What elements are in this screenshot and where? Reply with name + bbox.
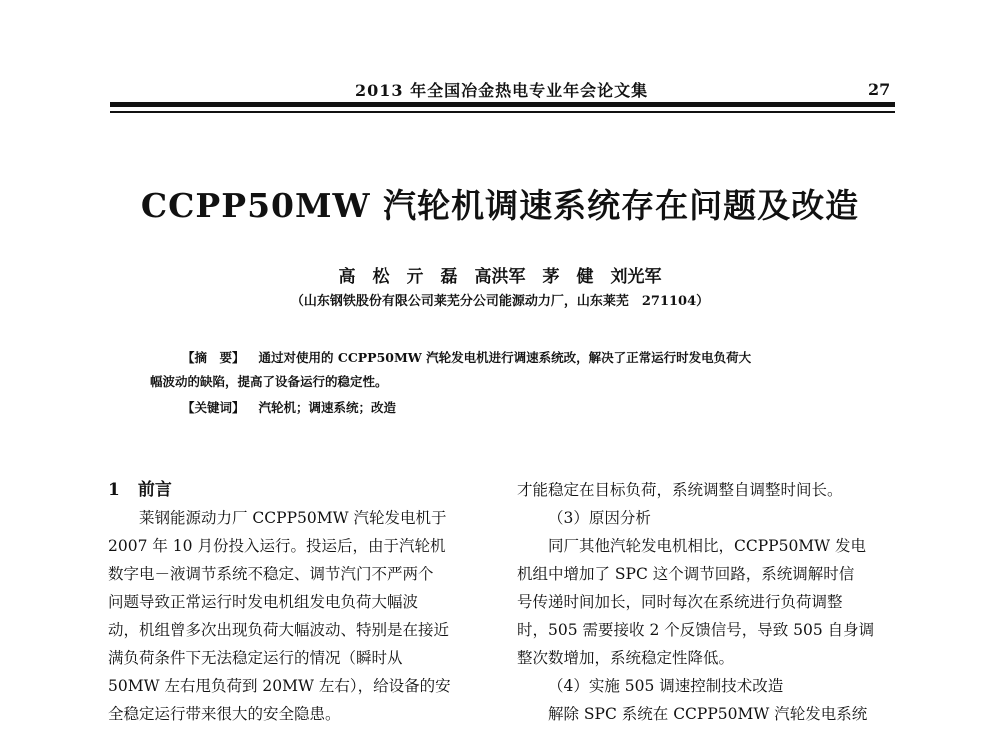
- body-line: 解除 SPC 系统在 CCPP50MW 汽轮发电系统: [548, 705, 868, 723]
- section-number: 1: [108, 480, 120, 500]
- body-line: 时，505 需要接收 2 个反馈信号，导致 505 自身调: [517, 621, 875, 639]
- affiliation: （山东钢铁股份有限公司莱芜分公司能源动力厂，山东莱芜 271104）: [290, 294, 710, 309]
- body-line: 2007 年 10 月份投入运行。投运后，由于汽轮机: [108, 537, 446, 555]
- body-line: 动，机组曾多次出现负荷大幅波动、特别是在接近: [108, 621, 450, 639]
- abstract-label: 【摘 要】: [182, 350, 245, 365]
- body-line: 整次数增加，系统稳定性降低。: [517, 649, 735, 667]
- abstract-text-1: 通过对使用的 CCPP50MW 汽轮发电机进行调速系统改，解决了正常运行时发电负荷大: [258, 350, 752, 365]
- authors: 高 松 亓 磊 高洪军 茅 健 刘光军: [338, 267, 662, 287]
- running-head: 2013 年全国冶金热电专业年会论文集: [355, 81, 649, 100]
- paper-title: CCPP50MW 汽轮机调速系统存在问题及改造: [140, 186, 860, 225]
- header-rule-thin: [110, 111, 895, 113]
- body-line: 莱钢能源动力厂 CCPP50MW 汽轮发电机于: [139, 509, 447, 527]
- body-line: 满负荷条件下无法稳定运行的情况（瞬时从: [108, 649, 403, 667]
- header-rule-thick: [110, 102, 895, 107]
- body-line: 同厂其他汽轮发电机相比，CCPP50MW 发电: [548, 537, 867, 555]
- body-line: 全稳定运行带来很大的安全隐患。: [108, 705, 341, 723]
- subheading-cause-analysis: （3）原因分析: [548, 509, 651, 527]
- body-line: 数字电－液调节系统不稳定、调节汽门不严两个: [108, 565, 434, 583]
- section-heading: [108, 476, 488, 504]
- keywords-line: [182, 398, 396, 416]
- left-column: [108, 476, 488, 728]
- subheading-505-retrofit: （4）实施 505 调速控制技术改造: [548, 677, 784, 695]
- right-column: [517, 476, 897, 728]
- keywords-label: 【关键词】: [182, 400, 245, 415]
- body-line: 才能稳定在目标负荷，系统调整自调整时间长。: [517, 481, 843, 499]
- page-number: 27: [868, 80, 891, 99]
- body-line: 机组中增加了 SPC 这个调节回路，系统调解时信: [517, 565, 855, 583]
- abstract-line-1: [182, 348, 751, 366]
- body-line: 问题导致正常运行时发电机组发电负荷大幅波: [108, 593, 419, 611]
- abstract-line-2: 幅波动的缺陷，提高了设备运行的稳定性。: [150, 374, 388, 389]
- keywords-text: 汽轮机；调速系统；改造: [258, 400, 397, 415]
- section-title: 前言: [137, 480, 172, 500]
- body-line: 号传递时间加长，同时每次在系统进行负荷调整: [517, 593, 843, 611]
- body-line: 50MW 左右甩负荷到 20MW 左右），给设备的安: [108, 677, 451, 695]
